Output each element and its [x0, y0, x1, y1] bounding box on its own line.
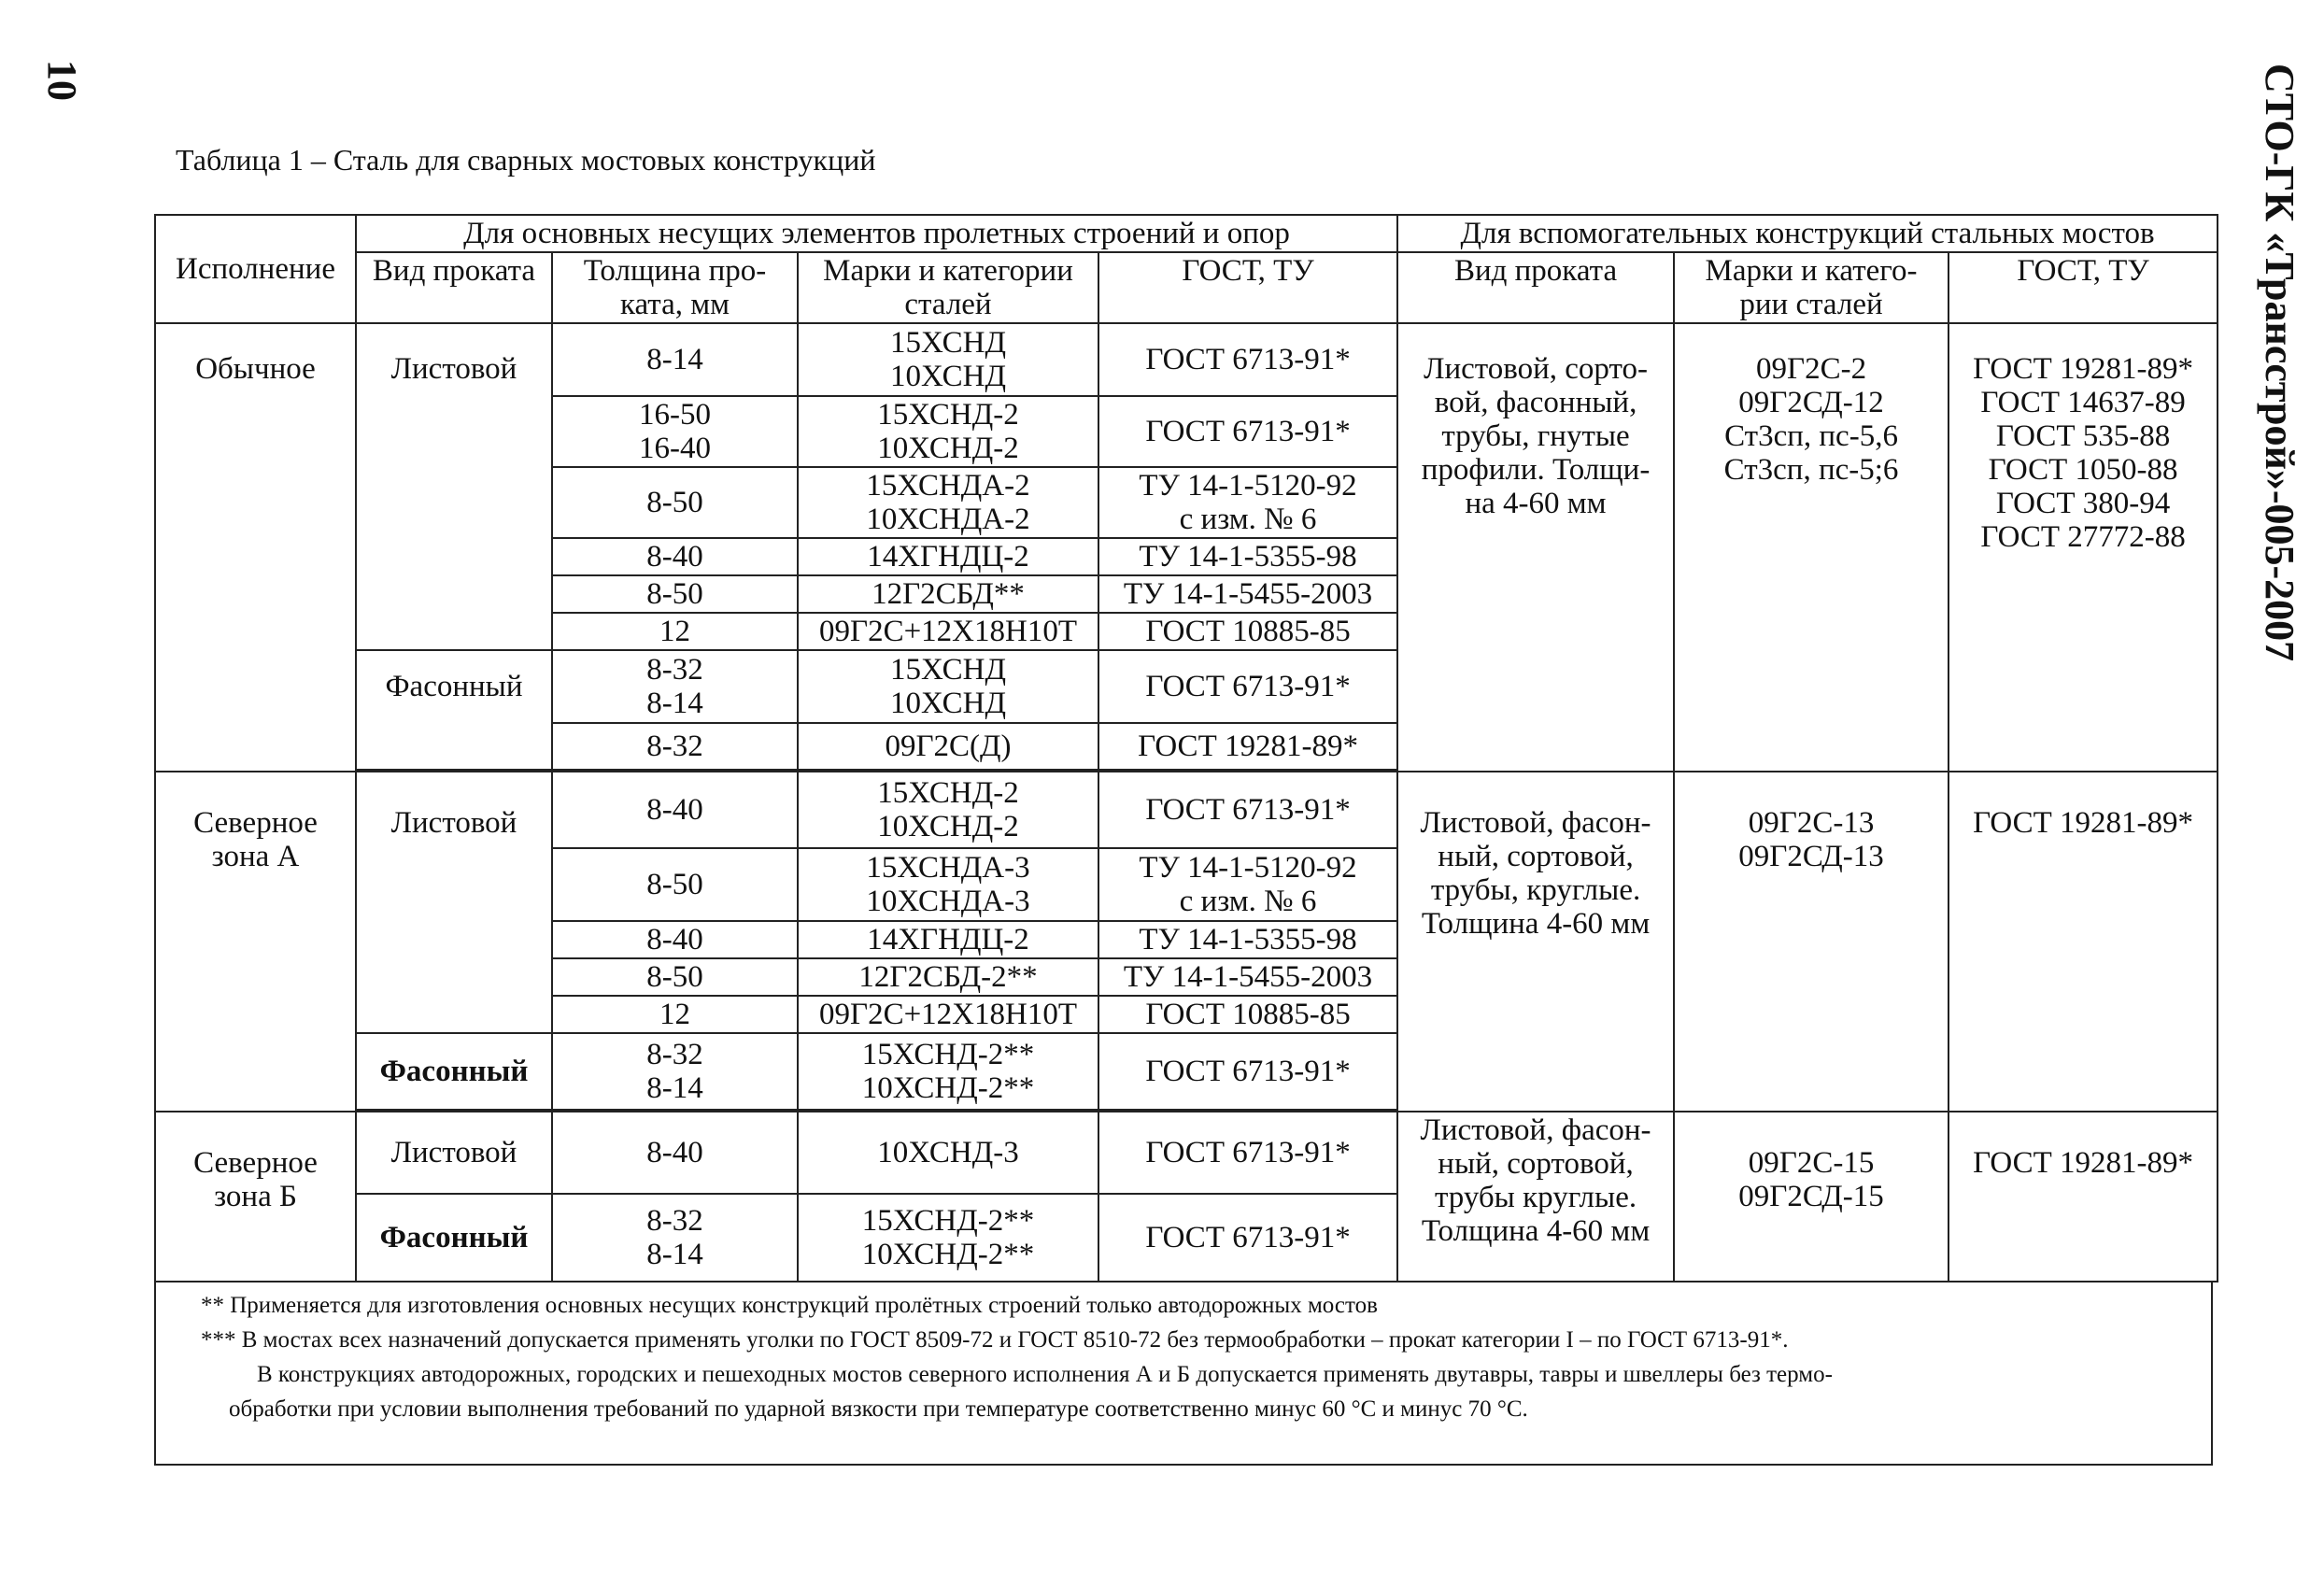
header-execution: Исполнение	[155, 215, 356, 323]
thickness-cell: 8-40	[552, 772, 798, 848]
header-grades: Марки и категории сталей	[798, 252, 1098, 323]
aux-gost: ГОСТ 19281-89*	[1948, 1112, 2218, 1282]
grade-cell: 15ХСНДА-3 10ХСНДА-3	[798, 848, 1098, 921]
grade-cell: 15ХСНД-2** 10ХСНД-2**	[798, 1033, 1098, 1110]
thickness-cell: 8-32 8-14	[552, 1033, 798, 1110]
gost-cell: ТУ 14-1-5455-2003	[1098, 575, 1397, 613]
note-triple-asterisk: *** В мостах всех назначений допускается применять уголки по ГОСТ 8509-72 и ГОСТ 8510-72 без термообработки – прокат категории I – по ГОСТ 6713-91*.	[201, 1327, 1789, 1353]
aux-gost: ГОСТ 19281-89*	[1948, 772, 2218, 1112]
gost-cell: ГОСТ 6713-91*	[1098, 323, 1397, 396]
header-rolled-type: Вид проката	[356, 252, 552, 323]
gost-cell: ТУ 14-1-5355-98	[1098, 921, 1397, 958]
steel-table	[154, 214, 2218, 1282]
aux-gost: ГОСТ 19281-89* ГОСТ 14637-89 ГОСТ 535-88 ГОСТ 1050-88 ГОСТ 380-94 ГОСТ 27772-88	[1948, 323, 2218, 772]
page-number: 10	[39, 60, 85, 101]
rolled-type-sheet: Листовой	[356, 772, 552, 1033]
gost-cell: ГОСТ 6713-91*	[1098, 1112, 1397, 1194]
thickness-cell: 8-50	[552, 958, 798, 996]
table-caption: Таблица 1 – Сталь для сварных мостовых конструкций	[176, 143, 876, 177]
gost-cell: ТУ 14-1-5355-98	[1098, 538, 1397, 575]
thickness-cell: 8-32 8-14	[552, 1194, 798, 1282]
grade-cell: 15ХСНД 10ХСНД	[798, 323, 1098, 396]
gost-cell: ГОСТ 6713-91*	[1098, 650, 1397, 723]
grade-cell: 09Г2С+12Х18Н10Т	[798, 996, 1098, 1033]
rolled-type-shaped: Фасонный	[356, 1033, 552, 1110]
thickness-cell: 8-50	[552, 848, 798, 921]
grade-cell: 15ХСНД 10ХСНД	[798, 650, 1098, 723]
header-aux-group: Для вспомогательных конструкций стальных мостов	[1397, 215, 2218, 252]
thickness-cell: 16-50 16-40	[552, 396, 798, 467]
grade-cell: 10ХСНД-3	[798, 1112, 1098, 1194]
note-northern-profiles-cont: обработки при условии выполнения требований по ударной вязкости при температуре соответственно минус 60 °С и минус 70 °С.	[229, 1396, 1528, 1422]
aux-rolled-type: Листовой, фасон- ный, сортовой, трубы, круглые. Толщина 4-60 мм	[1397, 772, 1674, 1112]
grade-cell: 12Г2СБД**	[798, 575, 1098, 613]
grade-cell: 14ХГНДЦ-2	[798, 921, 1098, 958]
note-northern-profiles: В конструкциях автодорожных, городских и пешеходных мостов северного исполнения А и Б допускается применять двутавры, тавры и швеллеры без термо-	[257, 1362, 1833, 1387]
grade-cell: 15ХСНД-2 10ХСНД-2	[798, 396, 1098, 467]
grade-cell: 15ХСНД-2** 10ХСНД-2**	[798, 1194, 1098, 1282]
grade-cell: 15ХСНДА-2 10ХСНДА-2	[798, 467, 1098, 538]
gost-cell: ТУ 14-1-5120-92 с изм. № 6	[1098, 467, 1397, 538]
thickness-cell: 8-14	[552, 323, 798, 396]
aux-grades: 09Г2С-13 09Г2СД-13	[1674, 772, 1948, 1112]
document-code-header: СТО-ГК «Трансстрой»-005-2007	[2257, 64, 2303, 662]
header-aux-rolled-type: Вид проката	[1397, 252, 1674, 323]
table-notes	[154, 1282, 2213, 1466]
aux-grades: 09Г2С-2 09Г2СД-12 Ст3сп, пс-5,6 Ст3сп, пс-5;6	[1674, 323, 1948, 772]
grade-cell: 14ХГНДЦ-2	[798, 538, 1098, 575]
execution-normal: Обычное	[155, 323, 356, 772]
header-gost: ГОСТ, ТУ	[1098, 252, 1397, 323]
gost-cell: ГОСТ 6713-91*	[1098, 1033, 1397, 1110]
thickness-cell: 8-50	[552, 467, 798, 538]
gost-cell: ГОСТ 10885-85	[1098, 996, 1397, 1033]
steel-table-container	[154, 214, 2217, 1466]
thickness-cell: 8-40	[552, 538, 798, 575]
thickness-cell: 12	[552, 996, 798, 1033]
gost-cell: ГОСТ 6713-91*	[1098, 772, 1397, 848]
rolled-type-shaped: Фасонный	[356, 650, 552, 770]
gost-cell: ГОСТ 6713-91*	[1098, 396, 1397, 467]
gost-cell: ТУ 14-1-5455-2003	[1098, 958, 1397, 996]
gost-cell: ГОСТ 19281-89*	[1098, 723, 1397, 770]
header-main-group: Для основных несущих элементов пролетных строений и опор	[356, 215, 1397, 252]
aux-rolled-type: Листовой, фасон- ный, сортовой, трубы круглые. Толщина 4-60 мм	[1397, 1112, 1674, 1282]
aux-rolled-type: Листовой, сорто- вой, фасонный, трубы, гнутые профили. Толщи- на 4-60 мм	[1397, 323, 1674, 772]
thickness-cell: 8-40	[552, 1112, 798, 1194]
execution-north-a: Северное зона А	[155, 772, 356, 1112]
grade-cell: 09Г2С+12Х18Н10Т	[798, 613, 1098, 650]
thickness-cell: 8-40	[552, 921, 798, 958]
rolled-type-shaped: Фасонный	[356, 1194, 552, 1282]
grade-cell: 15ХСНД-2 10ХСНД-2	[798, 772, 1098, 848]
gost-cell: ГОСТ 6713-91*	[1098, 1194, 1397, 1282]
gost-cell: ТУ 14-1-5120-92 с изм. № 6	[1098, 848, 1397, 921]
note-double-asterisk: ** Применяется для изготовления основных несущих конструкций пролётных строений только автодорожных мостов	[201, 1293, 1378, 1318]
grade-cell: 09Г2С(Д)	[798, 723, 1098, 770]
thickness-cell: 8-32 8-14	[552, 650, 798, 723]
rolled-type-sheet: Листовой	[356, 323, 552, 650]
gost-cell: ГОСТ 10885-85	[1098, 613, 1397, 650]
thickness-cell: 8-50	[552, 575, 798, 613]
header-thickness: Толщина про- ката, мм	[552, 252, 798, 323]
header-aux-gost: ГОСТ, ТУ	[1948, 252, 2218, 323]
thickness-cell: 12	[552, 613, 798, 650]
aux-grades: 09Г2С-15 09Г2СД-15	[1674, 1112, 1948, 1282]
header-aux-grades: Марки и катего- рии сталей	[1674, 252, 1948, 323]
rolled-type-sheet: Листовой	[356, 1112, 552, 1194]
grade-cell: 12Г2СБД-2**	[798, 958, 1098, 996]
thickness-cell: 8-32	[552, 723, 798, 770]
execution-north-b: Северное зона Б	[155, 1112, 356, 1282]
